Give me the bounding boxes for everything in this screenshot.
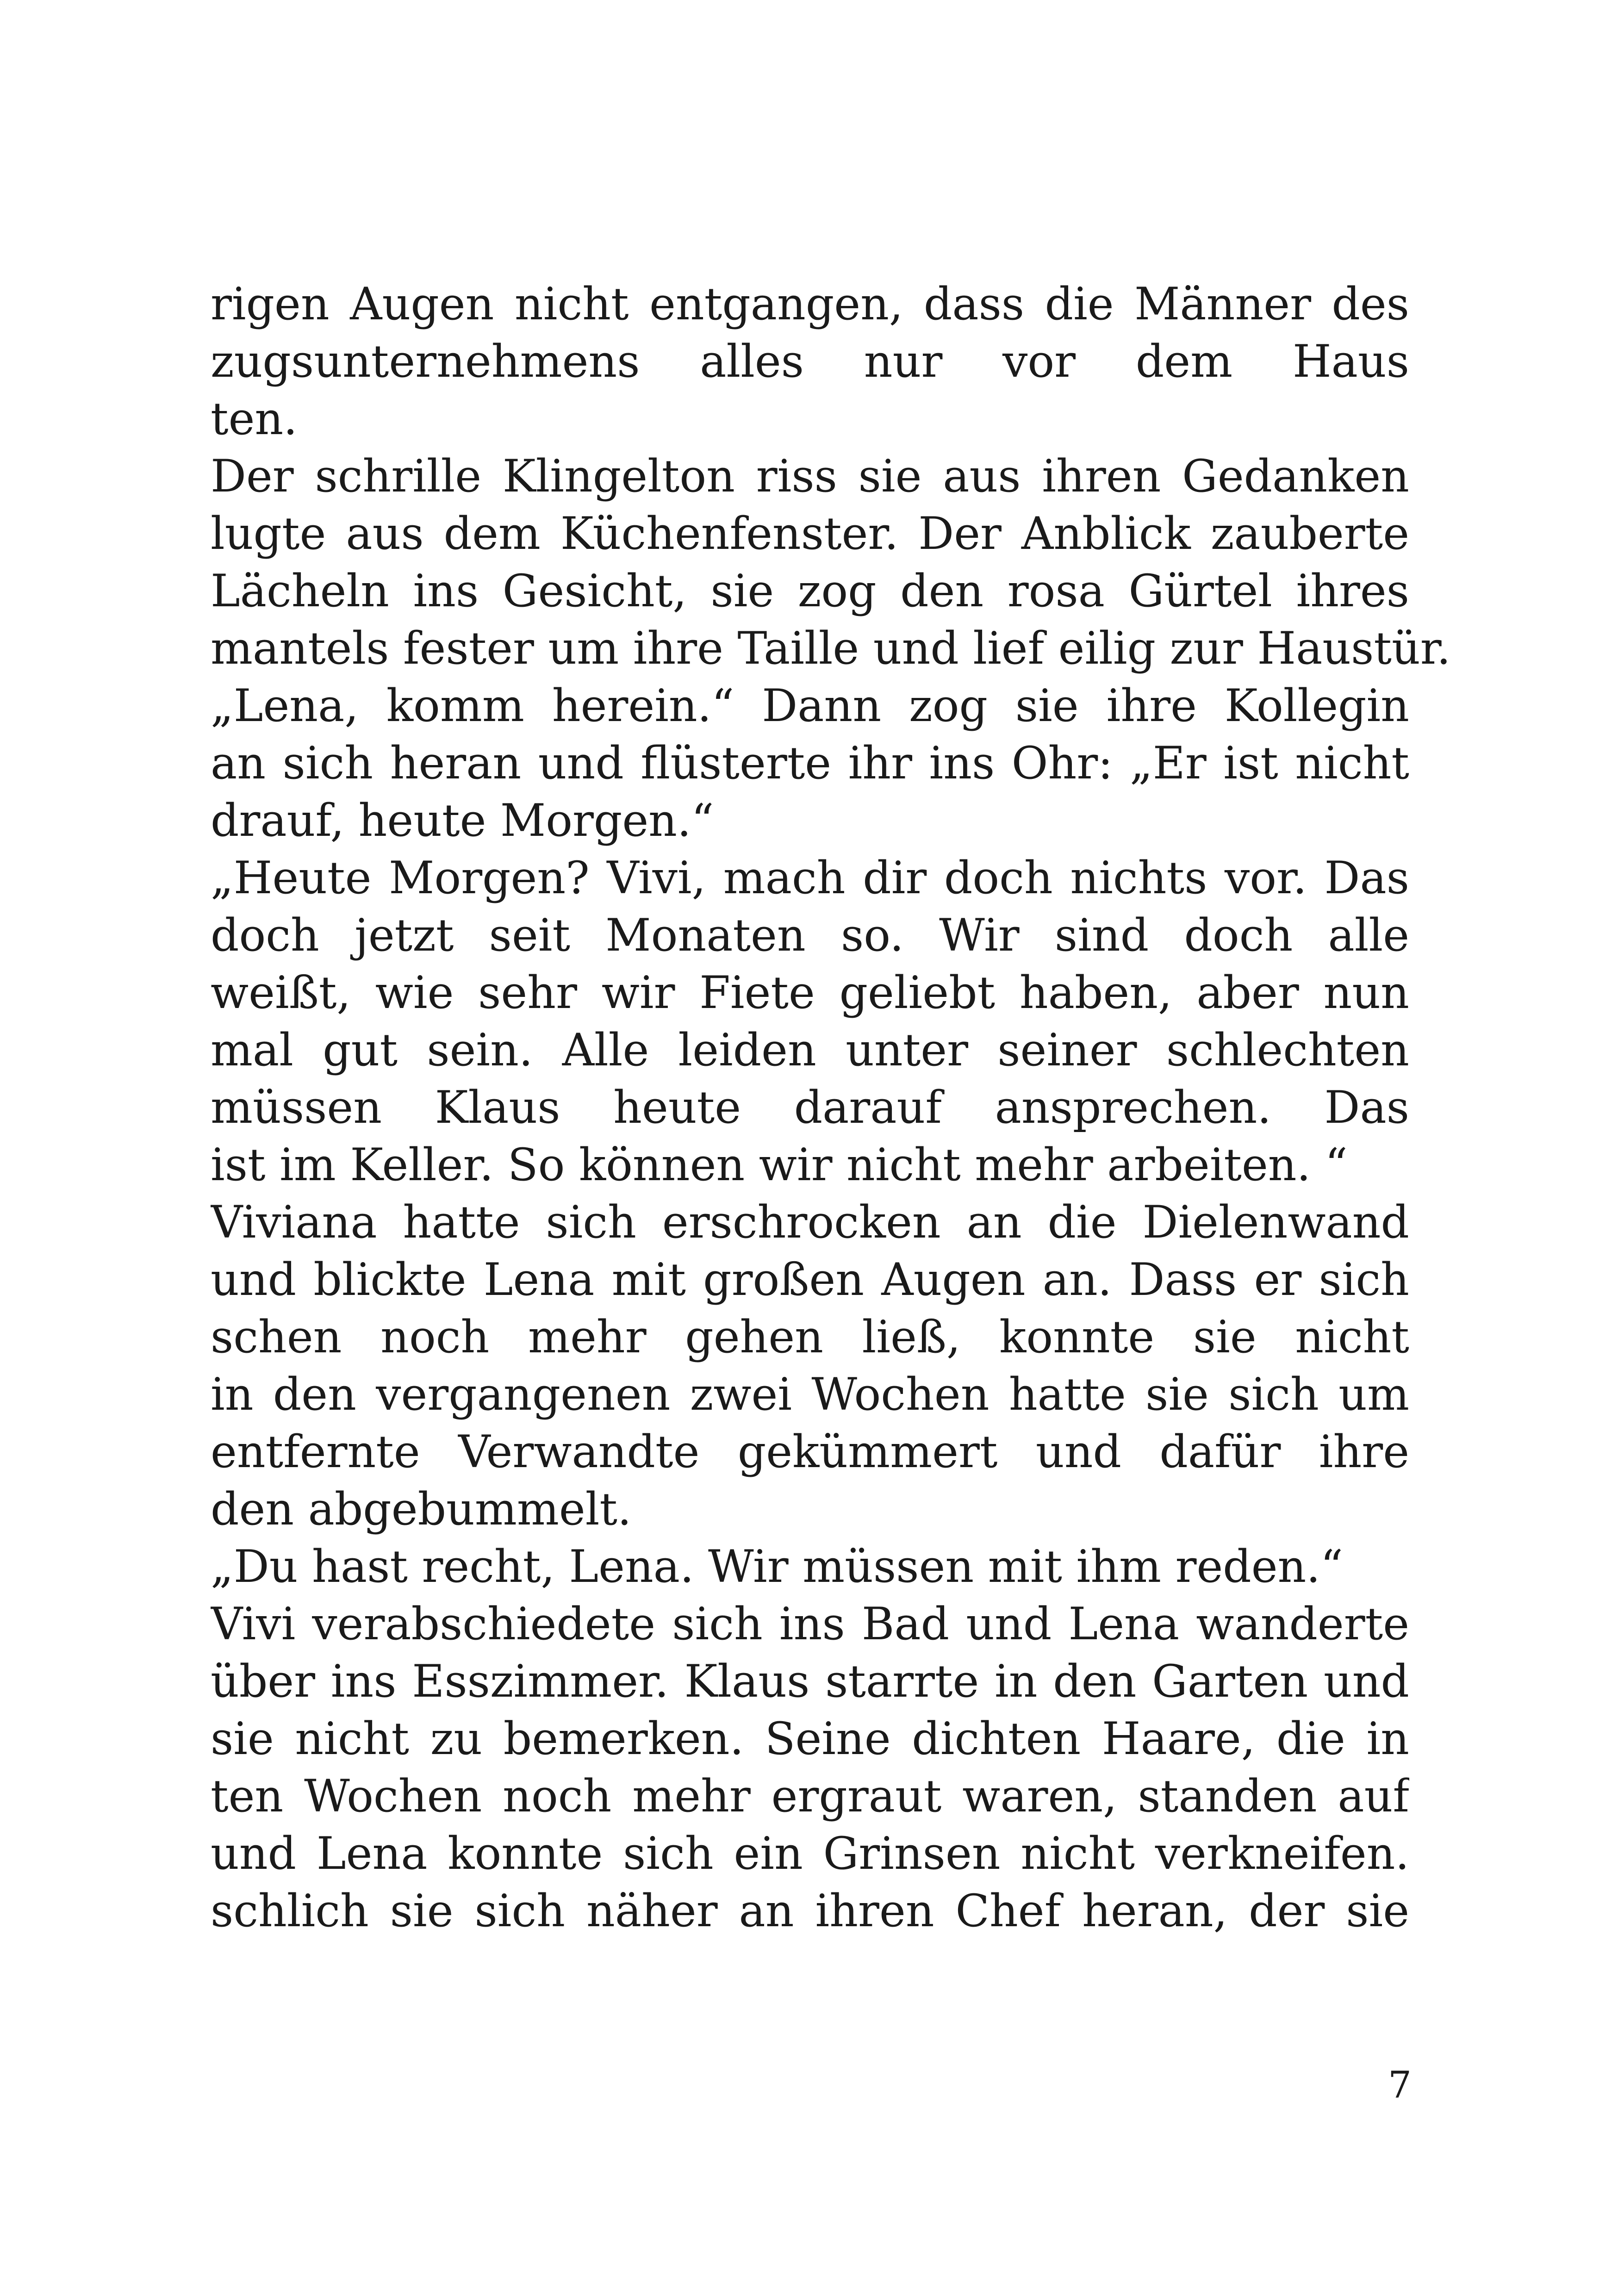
- text-line: Der schrille Klingelton riss sie aus ihren Gedanken: [211, 450, 1409, 502]
- text-line: Viviana hatte sich erschrocken an die Dielenwand: [211, 1196, 1409, 1248]
- text-line: rigen Augen nicht entgangen, dass die Männer des: [211, 278, 1409, 330]
- text-line: ist im Keller. So können wir nicht mehr arbeiten. “: [211, 1139, 1348, 1191]
- text-line: und blickte Lena mit großen Augen an. Dass er sich: [211, 1254, 1409, 1306]
- text-line: und Lena konnte sich ein Grinsen nicht verkneifen.: [211, 1828, 1409, 1879]
- text-line: „Heute Morgen? Vivi, mach dir doch nichts vor. Das: [211, 852, 1409, 904]
- text-line: Vivi verabschiedete sich ins Bad und Lena wanderte: [211, 1598, 1409, 1650]
- text-line: „Lena, komm herein.“ Dann zog sie ihre Kollegin: [211, 680, 1409, 732]
- body-text: [211, 275, 1451, 1940]
- text-line: entfernte Verwandte gekümmert und dafür ihre: [211, 1426, 1409, 1478]
- text-line: in den vergangenen zwei Wochen hatte sie sich um: [211, 1369, 1409, 1420]
- page-number: 7: [1388, 2063, 1412, 2106]
- text-line: ten.: [211, 393, 298, 445]
- text-line: Lächeln ins Gesicht, sie zog den rosa Gürtel ihres: [211, 565, 1409, 617]
- text-line: schlich sie sich näher an ihren Chef heran, der sie: [211, 1885, 1409, 1937]
- text-line: drauf, heute Morgen.“: [211, 795, 714, 846]
- text-line: doch jetzt seit Monaten so. Wir sind doch alle: [211, 909, 1409, 961]
- text-line: mal gut sein. Alle leiden unter seiner schlechten: [211, 1024, 1409, 1076]
- text-line: an sich heran und flüsterte ihr ins Ohr: „Er ist nicht: [211, 737, 1409, 789]
- text-line: mantels fester um ihre Taille und lief eilig zur Haustür.: [211, 622, 1451, 674]
- text-line: „Du hast recht, Lena. Wir müssen mit ihm reden.“: [211, 1541, 1343, 1593]
- text-line: müssen Klaus heute darauf ansprechen. Das: [211, 1082, 1409, 1133]
- text-line: weißt, wie sehr wir Fiete geliebt haben, aber nun: [211, 967, 1409, 1019]
- text-line: über ins Esszimmer. Klaus starrte in den Garten und: [211, 1655, 1409, 1707]
- text-line: sie nicht zu bemerken. Seine dichten Haare, die in: [211, 1713, 1409, 1765]
- text-line: zugsunternehmens alles nur vor dem Haus: [211, 336, 1409, 387]
- text-line: den abgebummelt.: [211, 1483, 632, 1535]
- text-line: schen noch mehr gehen ließ, konnte sie nicht: [211, 1311, 1409, 1363]
- text-line: lugte aus dem Küchenfenster. Der Anblick zauberte: [211, 508, 1409, 560]
- text-line: ten Wochen noch mehr ergraut waren, standen auf: [211, 1770, 1409, 1822]
